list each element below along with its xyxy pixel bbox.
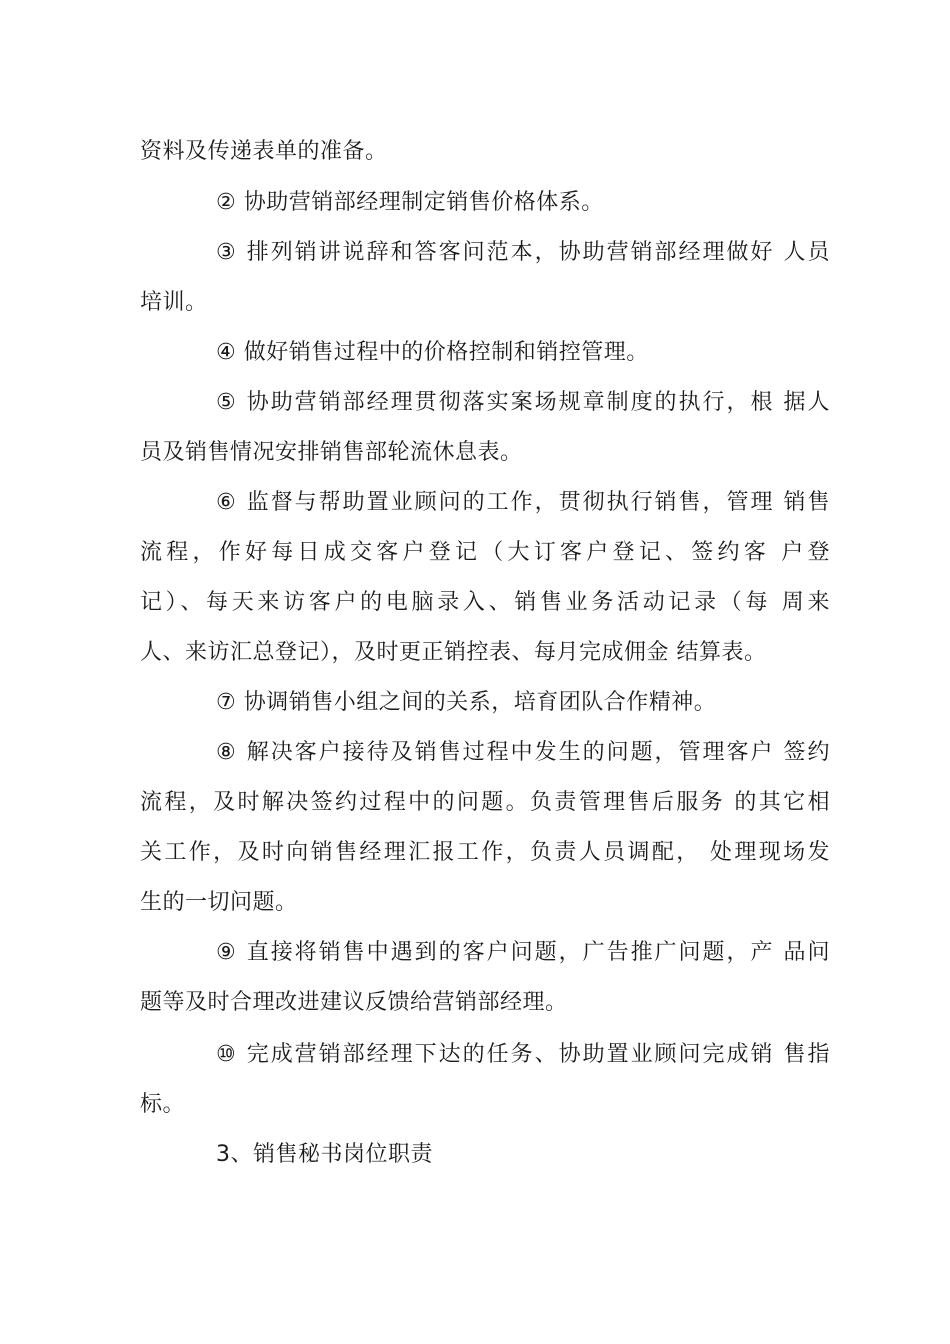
text-line-18: 题等及时合理改进建议反馈给营销部经理。 <box>140 990 568 1015</box>
text-line-7: 员及销售情况安排销售部轮流休息表。 <box>140 440 523 465</box>
text-line-9: 流程，作好每日成交客户登记（大订客户登记、签约客 户登 <box>140 540 830 565</box>
text-line-10: 记）、每天来访客户的电脑录入、销售业务活动记录（每 周来 <box>140 590 830 615</box>
text-line-15: 关工作，及时向销售经理汇报工作，负责人员调配， 处理现场发 <box>140 840 830 865</box>
text-line-19: ⑩ 完成营销部经理下达的任务、协助置业顾问完成销 售指 <box>216 1042 830 1067</box>
text-line-4: 培训。 <box>140 290 208 315</box>
text-line-16: 生的一切问题。 <box>140 890 298 915</box>
text-line-11: 人、来访汇总登记），及时更正销控表、每月完成佣金 结算表。 <box>140 640 767 665</box>
text-line-20: 标。 <box>140 1092 186 1117</box>
text-line-14: 流程，及时解决签约过程中的问题。负责管理售后服务 的其它相 <box>140 790 830 815</box>
text-line-5: ④ 做好销售过程中的价格控制和销控管理。 <box>216 340 649 365</box>
text-line-13: ⑧ 解决客户接待及销售过程中发生的问题，管理客户 签约 <box>216 740 830 765</box>
text-line-12: ⑦ 协调销售小组之间的关系，培育团队合作精神。 <box>216 690 717 715</box>
text-line-1: 资料及传递表单的准备。 <box>140 139 388 164</box>
text-line-2: ② 协助营销部经理制定销售价格体系。 <box>216 190 604 215</box>
section-heading: 3、销售秘书岗位职责 <box>216 1142 433 1167</box>
text-line-6: ⑤ 协助营销部经理贯彻落实案场规章制度的执行，根 据人 <box>216 390 830 415</box>
text-line-3: ③ 排列销讲说辞和答客问范本，协助营销部经理做好 人员 <box>216 240 830 265</box>
text-line-8: ⑥ 监督与帮助置业顾问的工作，贯彻执行销售，管理 销售 <box>216 490 830 515</box>
text-line-17: ⑨ 直接将销售中遇到的客户问题，广告推广问题，产 品问 <box>216 940 830 965</box>
